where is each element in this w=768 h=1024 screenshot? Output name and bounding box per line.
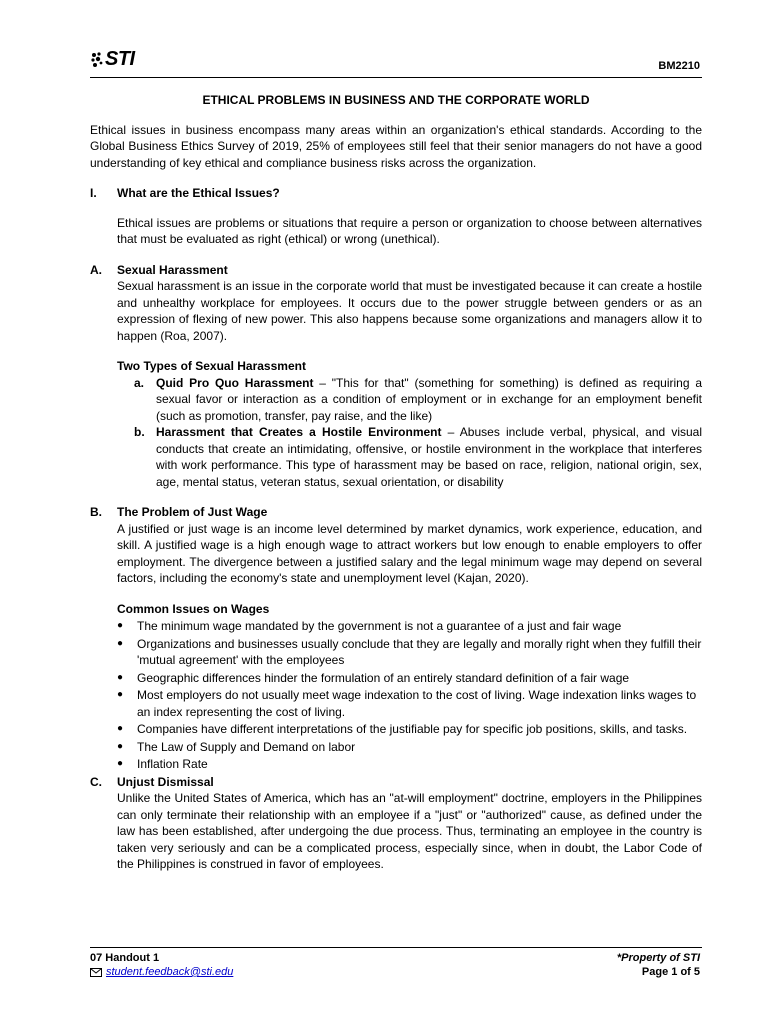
type-text	[156, 375, 702, 425]
section-b-text: A justified or just wage is an income level determined by market dynamics, work experience, education, and skill. A justified wage is a high enough wage to attract workers but low enough to enable employers to offer employment. The divergence between a justified salary and the legal minimum wage may depend on several factors, including the economy's state and unemployment level (Kajan, 2020).	[117, 521, 702, 585]
bullet-text: Companies have different interpretations of the justifiable pay for specific job positions, skills, and tasks.	[137, 722, 688, 736]
feedback-email-link[interactable]: student.feedback@sti.edu	[106, 966, 234, 978]
list-item	[117, 618, 702, 635]
bullet-dot: ●	[117, 758, 124, 769]
bullet-text: Organizations and businesses usually conclude that they are legally and morally right when they fulfill their 'mutual agreement' with the employees	[137, 636, 702, 667]
bullet-text: Most employers do not usually meet wage indexation to the cost of living. Wage indexation links wages to an index representing the cost of living.	[137, 688, 697, 719]
bullet-text: Geographic differences hinder the formulation of an entirely standard definition of a fair wage	[137, 670, 630, 685]
bullet-dot: ●	[117, 689, 124, 700]
wages-issues-list	[117, 618, 702, 773]
section-b-letter: B.	[90, 505, 102, 519]
harassment-types-heading: Two Types of Sexual Harassment	[117, 359, 306, 373]
sti-logo-icon	[90, 51, 104, 69]
section-c-heading	[90, 774, 702, 791]
intro-paragraph: Ethical issues in business encompass many areas within an organization's ethical standards. According to the Global Business Ethics Survey of 2019, 25% of employees still feel that their senior managers do not have a good understanding of key ethical and compliance business risks across the organization.	[90, 122, 702, 170]
document-title: ETHICAL PROBLEMS IN BUSINESS AND THE CORPORATE WORLD	[202, 93, 590, 107]
sti-logo	[90, 48, 135, 71]
footer-divider	[90, 947, 702, 948]
section-a-text: Sexual harassment is an issue in the corporate world that must be investigated because it can create a hostile and unhealthy workplace for employees. It occurs due to the power struggle between genders or as an expression of flexing of new power. This also happens because some organizations and managers allow it to happen (Roa, 2007).	[117, 279, 702, 343]
document-code: BM2210	[658, 60, 700, 72]
handout-label: 07 Handout 1	[90, 952, 160, 964]
type-text	[156, 424, 702, 490]
bullet-dot: ●	[117, 671, 124, 683]
list-item	[117, 739, 702, 756]
bullet-dot: ●	[117, 740, 124, 752]
document-body	[90, 92, 702, 873]
type-desc: – "This for that" (something for something) is defined as requiring a sexual favor or interaction as a condition of employment or in exchange for an employment benefit (such as promotion, transfer, pay raise, and the like)	[156, 375, 702, 423]
list-item	[117, 636, 702, 669]
section-i-number: I.	[90, 186, 97, 200]
bullet-text: Inflation Rate	[137, 757, 208, 771]
bullet-text: The minimum wage mandated by the government is not a guarantee of a just and fair wage	[137, 619, 622, 633]
section-b-heading	[90, 504, 702, 521]
footer-left	[90, 951, 233, 979]
bullet-dot: ●	[117, 620, 124, 631]
bullet-dot: ●	[117, 637, 124, 649]
section-b-title: The Problem of Just Wage	[117, 505, 268, 519]
harassment-types-list	[117, 375, 702, 491]
page-header	[90, 40, 702, 76]
type-term: Quid Pro Quo Harassment	[156, 375, 314, 390]
envelope-icon	[90, 968, 102, 977]
harassment-type-item	[134, 424, 702, 490]
property-label: *Property of STI	[616, 952, 700, 964]
section-c-title: Unjust Dismissal	[117, 774, 214, 789]
section-a-letter: A.	[90, 262, 102, 277]
section-i-text: Ethical issues are problems or situations that require a person or organization to choose between alternatives that must be evaluated as right (ethical) or wrong (unethical).	[117, 215, 702, 246]
type-letter: b.	[134, 425, 145, 439]
list-item	[117, 756, 702, 773]
feedback-email-row	[90, 965, 233, 979]
section-a-title: Sexual Harassment	[117, 262, 228, 277]
list-item	[117, 670, 702, 687]
footer-right	[617, 951, 700, 979]
list-item	[117, 721, 702, 738]
section-a-heading	[90, 262, 702, 279]
bullet-dot: ●	[117, 723, 124, 734]
section-i-heading	[90, 185, 702, 202]
logo-text: STI	[105, 48, 135, 70]
type-letter: a.	[134, 375, 145, 390]
page-number: Page 1 of 5	[641, 966, 700, 978]
list-item	[117, 687, 702, 720]
type-desc: – Abuses include verbal, physical, and visual conducts that create an intimidating, offensive, or hostile environment in the workplace that interferes with work performance. This type of harassment may be based on race, religion, national origin, sex, age, mental status, veteran status, sexual orientation, or disability	[156, 425, 703, 489]
bullet-text: The Law of Supply and Demand on labor	[137, 739, 356, 754]
section-c-letter: C.	[90, 774, 102, 789]
harassment-type-item	[134, 375, 702, 425]
header-divider	[90, 77, 702, 78]
section-i-title: What are the Ethical Issues?	[117, 186, 280, 200]
wages-issues-heading: Common Issues on Wages	[117, 601, 270, 616]
section-c-text: Unlike the United States of America, which has an "at-will employment" doctrine, employers in the Philippines can only terminate their relationship with an employee if a "just" or "authorized" cause, as defined under the law has been established, after undergoing the due process. Thus, terminating an employee in the country is taken very seriously and can be a complicated process, especially since, when in doubt, the Labor Code of the Philippines is construed in favor of employees.	[117, 791, 702, 871]
type-term: Harassment that Creates a Hostile Environment	[156, 425, 442, 439]
